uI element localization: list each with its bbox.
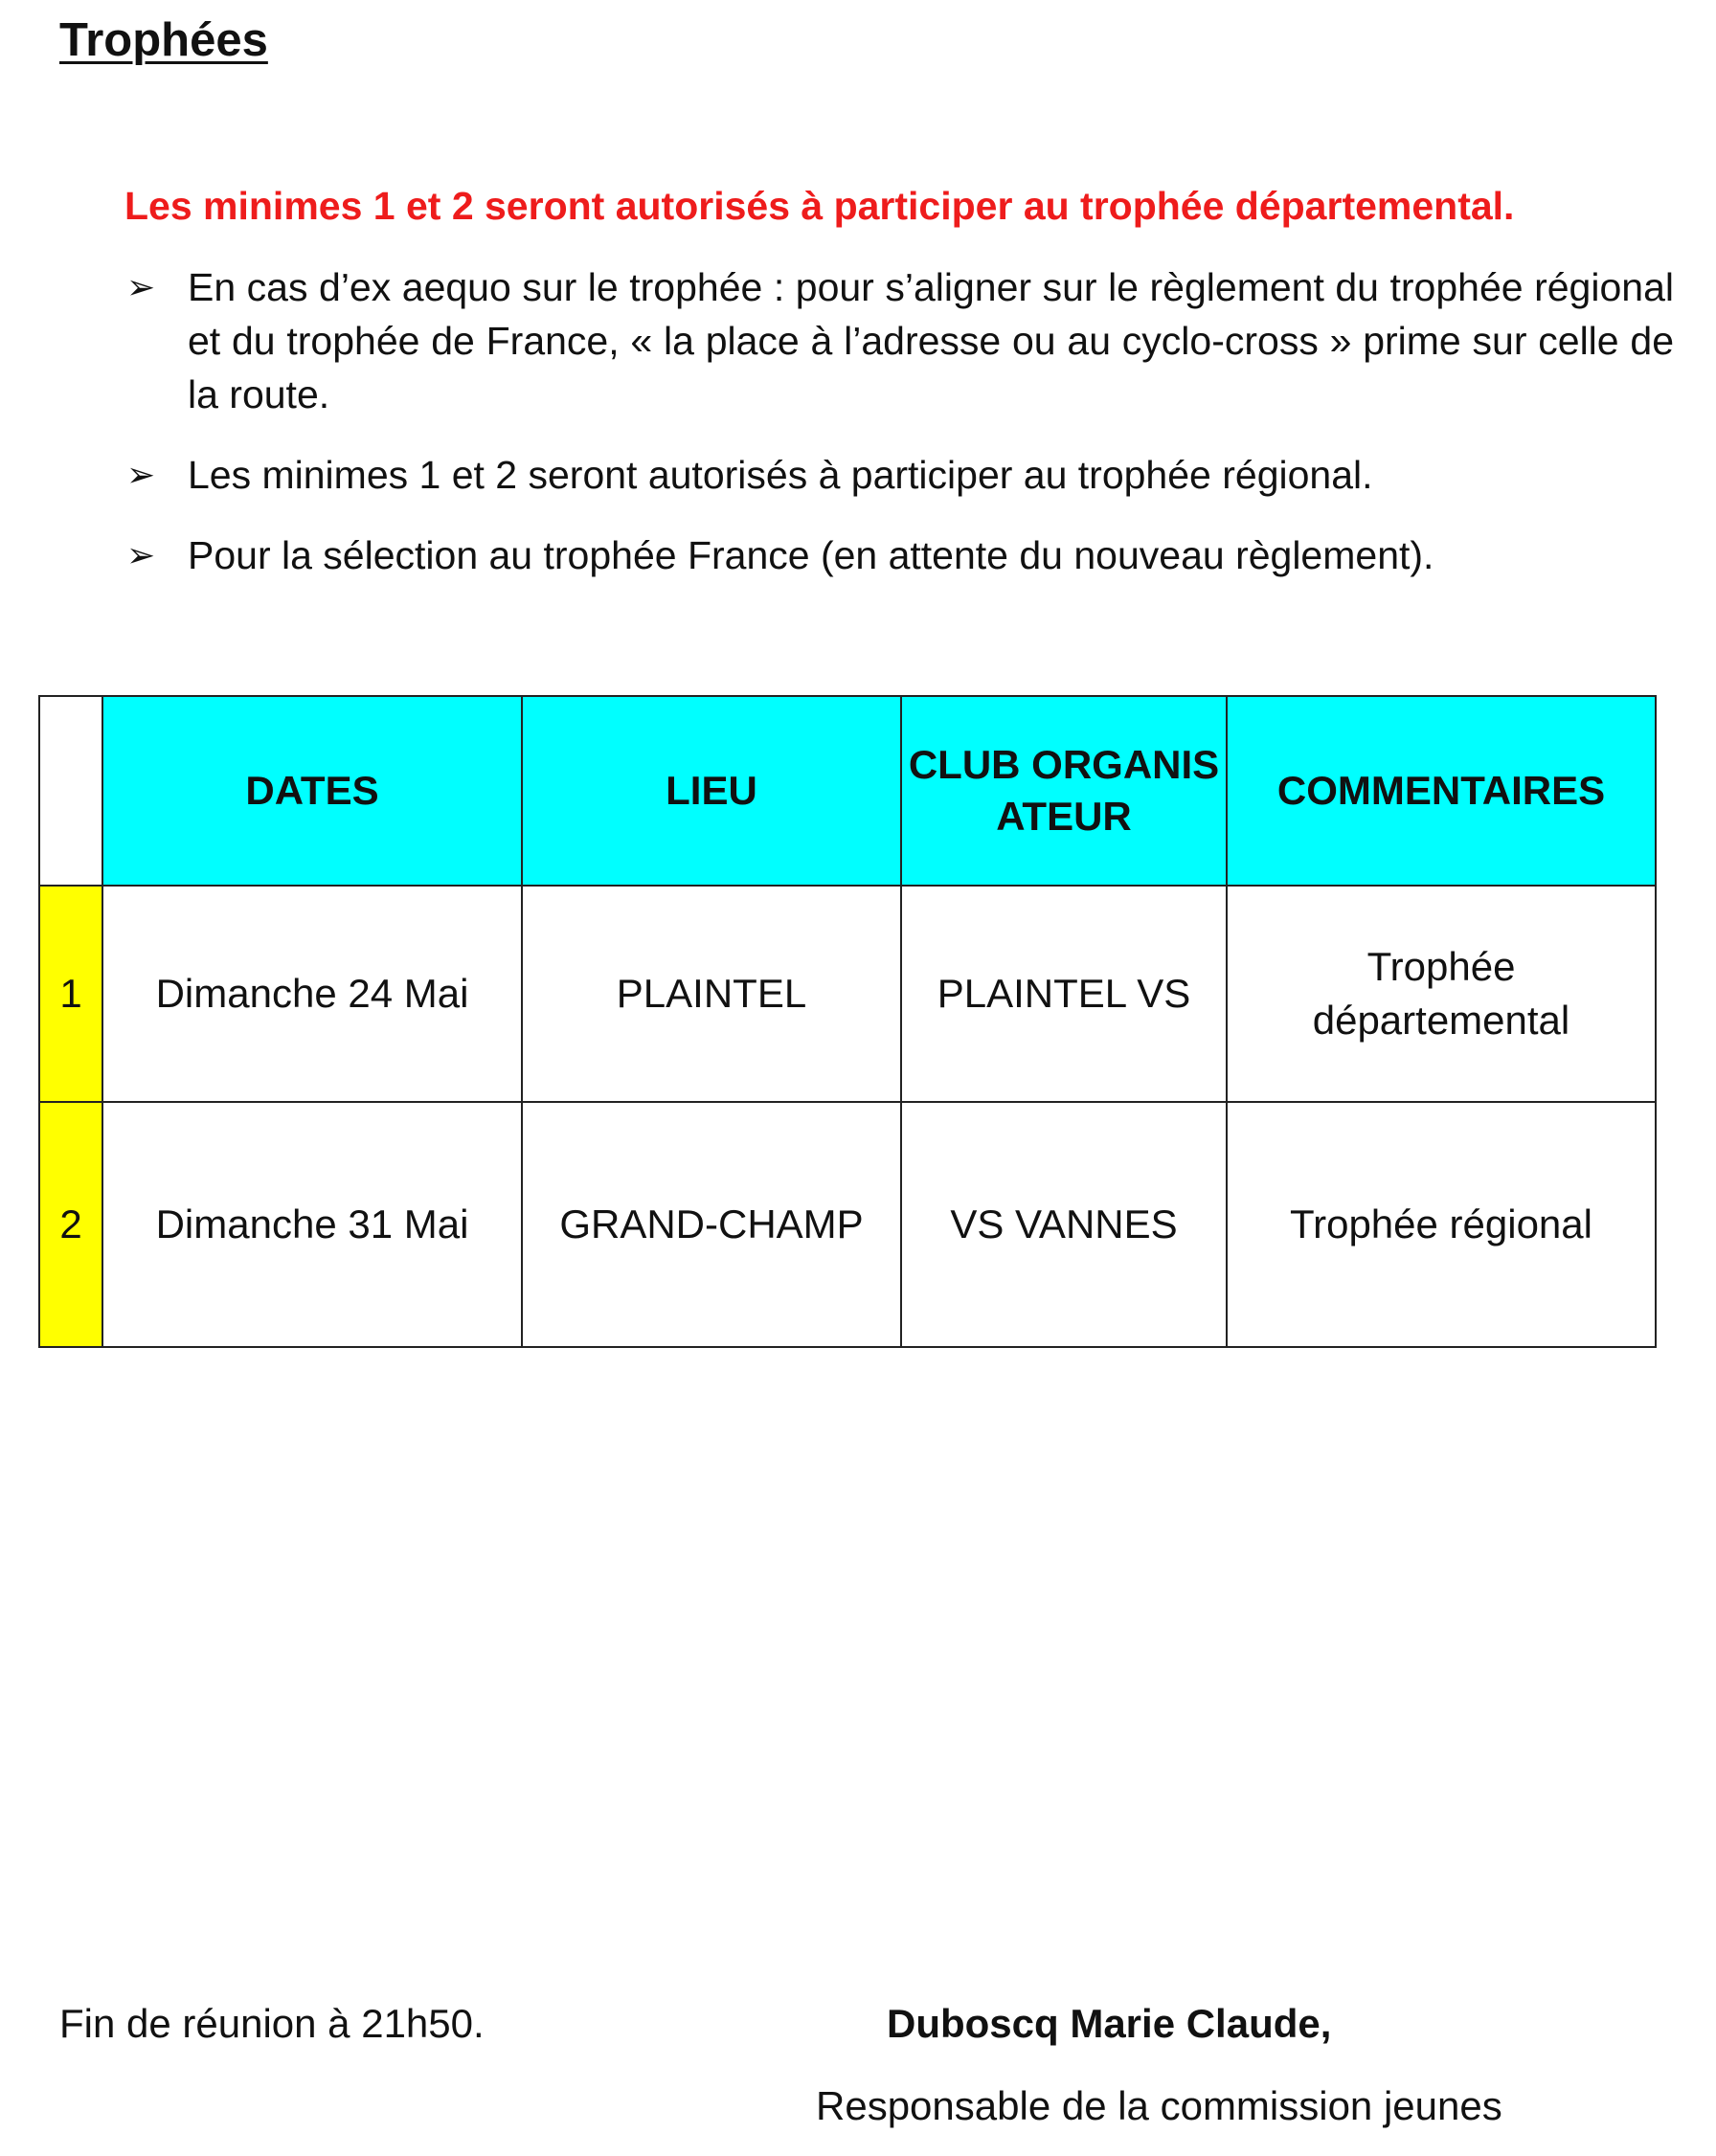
arrowhead-bullet-icon: ➢ (126, 535, 156, 574)
table-row (39, 1102, 1656, 1347)
header-club: CLUB ORGANISATEUR (901, 696, 1227, 886)
page-title: Trophées (59, 14, 268, 66)
comment-cell: Trophée départemental (1227, 886, 1656, 1102)
bullet-text: Les minimes 1 et 2 seront autorisés à participer au trophée régional. (188, 453, 1373, 497)
row-number: 1 (39, 886, 102, 1102)
lieu-cell: PLAINTEL (522, 886, 901, 1102)
header-lieu: LIEU (522, 696, 901, 886)
lieu-cell: GRAND-CHAMP (522, 1102, 901, 1347)
arrowhead-bullet-icon: ➢ (126, 267, 156, 306)
arrowhead-bullet-icon: ➢ (126, 455, 156, 494)
club-cell: VS VANNES (901, 1102, 1227, 1347)
corner-cell (39, 696, 102, 886)
table-header-row (39, 696, 1656, 886)
list-item (124, 260, 1674, 421)
date-cell: Dimanche 31 Mai (102, 1102, 522, 1347)
club-cell: PLAINTEL VS (901, 886, 1227, 1102)
bullet-text: En cas d’ex aequo sur le trophée : pour s’aligner sur le règlement du trophée régional et du trophée de France, « la place à l’adresse ou au cyclo-cross » prime sur celle de la route. (188, 265, 1674, 416)
signatory-role: Responsable de la commission jeunes (816, 2083, 1502, 2128)
header-dates: DATES (102, 696, 522, 886)
alert-notice: Les minimes 1 et 2 seront autorisés à participer au trophée départemental. (124, 184, 1515, 228)
list-item (124, 448, 1674, 502)
bullet-text: Pour la sélection au trophée France (en attente du nouveau règlement). (188, 533, 1434, 577)
row-number: 2 (39, 1102, 102, 1347)
date-cell: Dimanche 24 Mai (102, 886, 522, 1102)
bullet-list (124, 260, 1674, 582)
signatory-name: Duboscq Marie Claude, (887, 2001, 1332, 2046)
table-row (39, 886, 1656, 1102)
meeting-end-note: Fin de réunion à 21h50. (59, 2001, 485, 2046)
schedule-table (38, 695, 1657, 1348)
list-item (124, 528, 1674, 582)
header-commentaires: COMMENTAIRES (1227, 696, 1656, 886)
comment-cell: Trophée régional (1227, 1102, 1656, 1347)
